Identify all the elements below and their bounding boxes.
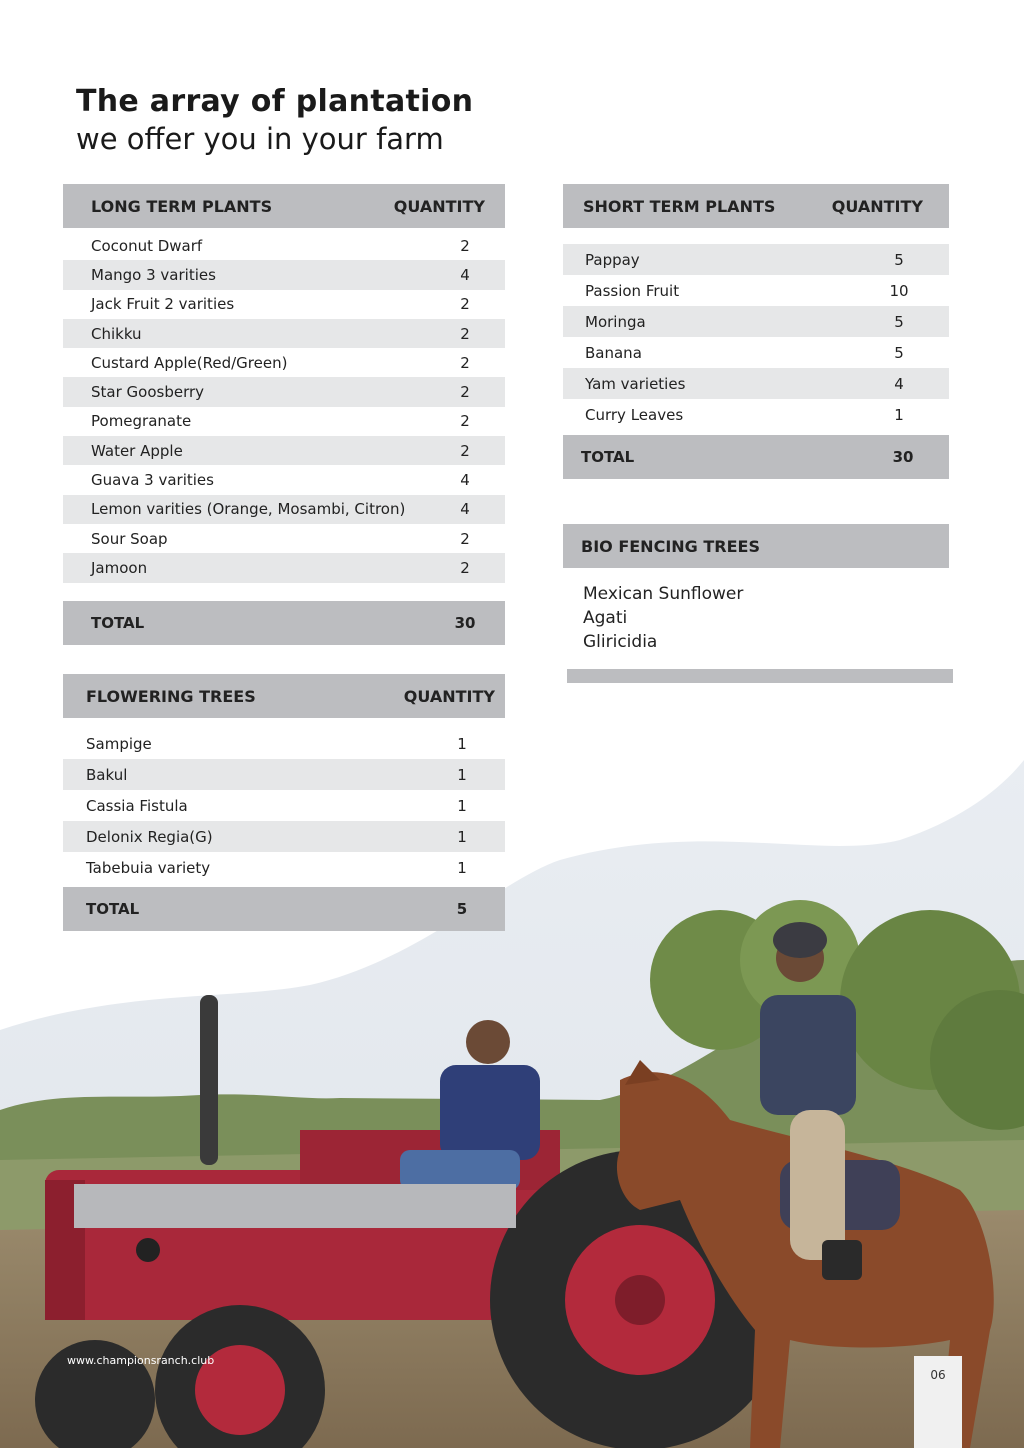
short-term-total <box>563 435 949 479</box>
short-term-row-name: Yam varieties <box>585 374 686 393</box>
short-term-qty-header: QUANTITY <box>831 196 923 216</box>
short-term-title: SHORT TERM PLANTS <box>583 196 776 216</box>
long-term-row <box>63 377 505 406</box>
bio-fencing-section <box>563 524 949 654</box>
flowering-header <box>63 674 505 718</box>
long-term-row <box>63 407 505 436</box>
website-url: www.championsranch.club <box>67 1354 215 1367</box>
long-term-row <box>63 436 505 465</box>
bio-fencing-list <box>563 568 949 654</box>
long-term-row-name: Sour Soap <box>91 529 168 548</box>
bio-fencing-header <box>563 524 949 568</box>
short-term-row-name: Banana <box>585 343 642 362</box>
long-term-row-qty: 2 <box>460 295 470 314</box>
long-term-row-qty: 2 <box>460 558 470 577</box>
long-term-row-name: Guava 3 varities <box>91 471 214 490</box>
long-term-total-label: TOTAL <box>91 613 145 632</box>
flowering-row-qty: 1 <box>457 858 467 877</box>
long-term-qty-header: QUANTITY <box>393 196 485 216</box>
long-term-rows <box>63 231 505 583</box>
flowering-row-name: Sampige <box>86 734 152 753</box>
long-term-row-name: Water Apple <box>91 441 183 460</box>
page-subtitle: we offer you in your farm <box>76 122 444 156</box>
long-term-title: LONG TERM PLANTS <box>91 196 273 216</box>
short-term-row-name: Passion Fruit <box>585 281 680 300</box>
flowering-table <box>63 674 505 931</box>
long-term-row-name: Coconut Dwarf <box>91 236 203 255</box>
short-term-row-qty: 10 <box>889 281 909 300</box>
long-term-row-qty: 2 <box>460 412 470 431</box>
long-term-row-name: Jamoon <box>91 558 148 577</box>
long-term-table <box>63 184 505 645</box>
long-term-total-value: 30 <box>454 613 476 632</box>
long-term-row-qty: 2 <box>460 383 470 402</box>
long-term-row-qty: 2 <box>460 441 470 460</box>
bio-fencing-item: Agati <box>583 608 628 628</box>
long-term-row <box>63 348 505 377</box>
short-term-row <box>563 244 949 275</box>
long-term-row-name: Jack Fruit 2 varities <box>91 295 235 314</box>
flowering-row-name: Tabebuia variety <box>86 858 211 877</box>
long-term-row <box>63 260 505 289</box>
short-term-row-qty: 1 <box>894 405 904 424</box>
long-term-row <box>63 553 505 582</box>
short-term-total-value: 30 <box>892 448 914 466</box>
short-term-row-name: Moringa <box>585 312 646 331</box>
flowering-total <box>63 887 505 931</box>
long-term-row-qty: 4 <box>460 471 470 490</box>
long-term-row-name: Pomegranate <box>91 412 192 431</box>
short-term-row-qty: 5 <box>894 250 904 269</box>
long-term-total <box>63 601 505 645</box>
flowering-title: FLOWERING TREES <box>86 686 256 706</box>
flowering-total-label: TOTAL <box>86 900 140 918</box>
short-term-row-qty: 5 <box>894 343 904 362</box>
flowering-row-qty: 1 <box>457 765 467 784</box>
flowering-rows <box>63 728 505 883</box>
flowering-row-qty: 1 <box>457 796 467 815</box>
flowering-row-name: Bakul <box>86 765 128 784</box>
short-term-row <box>563 275 949 306</box>
flowering-qty-header: QUANTITY <box>403 686 495 706</box>
short-term-row-qty: 4 <box>894 374 904 393</box>
long-term-row <box>63 319 505 348</box>
long-term-row <box>63 465 505 494</box>
bio-fencing-title: BIO FENCING TREES <box>581 536 760 556</box>
long-term-row <box>63 524 505 553</box>
bio-fencing-item: Gliricidia <box>583 632 658 652</box>
long-term-row-qty: 4 <box>460 500 470 519</box>
flowering-row <box>63 728 505 759</box>
short-term-row <box>563 337 949 368</box>
short-term-header <box>563 184 949 228</box>
short-term-row <box>563 306 949 337</box>
page-title: The array of plantation <box>76 84 474 119</box>
long-term-row-qty: 4 <box>460 265 470 284</box>
bio-fencing-footer-bar <box>567 669 953 683</box>
short-term-row-name: Pappay <box>585 250 640 269</box>
short-term-total-label: TOTAL <box>581 448 635 466</box>
flowering-row <box>63 852 505 883</box>
long-term-row <box>63 231 505 260</box>
short-term-row-qty: 5 <box>894 312 904 331</box>
long-term-row-name: Chikku <box>91 324 142 343</box>
long-term-row-qty: 2 <box>460 236 470 255</box>
long-term-row-name: Star Goosberry <box>91 383 205 402</box>
short-term-rows <box>563 244 949 430</box>
flowering-row-name: Delonix Regia(G) <box>86 827 213 846</box>
long-term-header <box>63 184 505 228</box>
flowering-row-qty: 1 <box>457 734 467 753</box>
long-term-row-qty: 2 <box>460 353 470 372</box>
long-term-row <box>63 495 505 524</box>
long-term-row-name: Mango 3 varities <box>91 265 216 284</box>
long-term-row <box>63 290 505 319</box>
short-term-table <box>563 184 949 479</box>
short-term-row <box>563 368 949 399</box>
long-term-row-name: Lemon varities (Orange, Mosambi, Citron) <box>91 500 406 519</box>
page-number: 06 <box>914 1356 962 1448</box>
flowering-row <box>63 759 505 790</box>
long-term-row-qty: 2 <box>460 324 470 343</box>
flowering-row <box>63 821 505 852</box>
short-term-row <box>563 399 949 430</box>
flowering-row <box>63 790 505 821</box>
flowering-row-name: Cassia Fistula <box>86 796 188 815</box>
long-term-row-name: Custard Apple(Red/Green) <box>91 353 288 372</box>
short-term-row-name: Curry Leaves <box>585 405 684 424</box>
flowering-total-value: 5 <box>456 900 468 918</box>
long-term-row-qty: 2 <box>460 529 470 548</box>
flowering-row-qty: 1 <box>457 827 467 846</box>
bio-fencing-item: Mexican Sunflower <box>583 584 744 604</box>
